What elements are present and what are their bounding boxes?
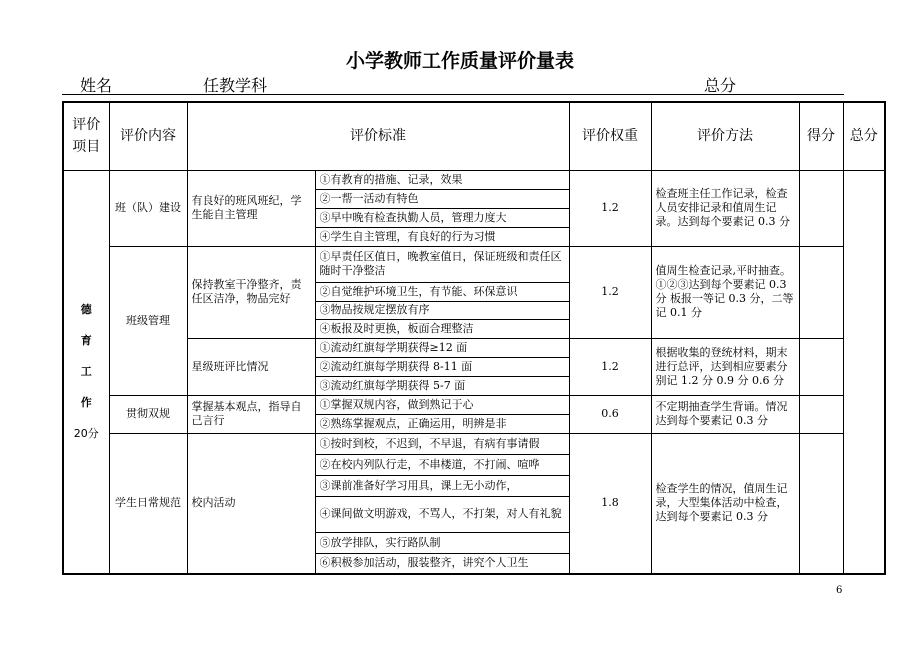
col-criteria-header: 评价标准 (187, 102, 569, 170)
weight-cell: 1.2 (569, 170, 651, 246)
criteria-cell: ③早中晚有检查执勤人员，管理力度大 (315, 208, 569, 227)
item-cell: 班级管理 (109, 246, 187, 395)
criteria-cell: ⑥积极参加活动，服装整齐，讲究个人卫生 (315, 553, 569, 574)
criteria-cell: ②熟练掌握观点，正确运用，明辨是非 (315, 414, 569, 433)
criteria-cell: ⑤放学排队，实行路队制 (315, 532, 569, 553)
content-cell: 有良好的班风班纪，学生能自主管理 (187, 170, 315, 246)
table-row (63, 395, 885, 414)
weight-cell: 1.2 (569, 246, 651, 338)
criteria-cell: ③物品按规定摆放有序 (315, 301, 569, 319)
dept-moral-cell: 德 育 工 作 20分 (63, 170, 109, 574)
method-cell: 不定期抽查学生背诵。情况达到每个要素记 0.3 分 (651, 395, 799, 433)
criteria-cell: ④板报及时更换，板面合理整洁 (315, 319, 569, 338)
score-cell (799, 395, 843, 433)
table-row (63, 246, 885, 282)
weight-cell: 1.8 (569, 433, 651, 574)
criteria-cell: ④课间做文明游戏，不骂人，不打架，对人有礼貌 (315, 496, 569, 532)
table-row (63, 338, 885, 357)
col-score-header: 得分 (799, 102, 843, 170)
method-cell: 检查班主任工作记录，检查人员安排记录和值周生记录。达到每个要素记 0.3 分 (651, 170, 799, 246)
method-cell: 检查学生的情况，值周生记录，大型集体活动中检查，达到每个要素记 0.3 分 (651, 433, 799, 574)
content-cell: 掌握基本观点，指导自己言行 (187, 395, 315, 433)
evaluation-table (62, 101, 886, 575)
criteria-cell: ③流动红旗每学期获得 5-7 面 (315, 376, 569, 395)
item-cell: 贯彻双规 (109, 395, 187, 433)
criteria-cell: ①按时到校，不迟到，不早退，有病有事请假 (315, 433, 569, 454)
content-cell: 校内活动 (187, 433, 315, 574)
item-cell: 班（队）建设 (109, 170, 187, 246)
col-weight-header: 评价权重 (569, 102, 651, 170)
table-header-row (63, 102, 885, 170)
criteria-cell: ①早责任区值日，晚教室值日，保证班级和责任区随时干净整洁 (315, 246, 569, 282)
score-cell (799, 433, 843, 574)
criteria-cell: ②一帮一活动有特色 (315, 189, 569, 208)
col-content-header: 评价内容 (109, 102, 187, 170)
criteria-cell: ①有教育的措施、记录，效果 (315, 170, 569, 189)
criteria-cell: ①掌握双规内容，做到熟记于心 (315, 395, 569, 414)
total-cell (843, 170, 885, 574)
page-number: 6 (836, 585, 843, 596)
table-row (63, 170, 885, 189)
header-rule (62, 94, 844, 95)
item-cell: 学生日常规范 (109, 433, 187, 574)
weight-cell: 0.6 (569, 395, 651, 433)
method-cell: 值周生检查记录,平时抽查。①②③达到每个要素记 0.3 分 板报一等记 0.3 分，二等记 0.1 分 (651, 246, 799, 338)
weight-cell: 1.2 (569, 338, 651, 395)
criteria-cell: ③课前准备好学习用具，课上无小动作， (315, 475, 569, 496)
criteria-cell: ④学生自主管理，有良好的行为习惯 (315, 227, 569, 246)
col-total-header: 总分 (843, 102, 885, 170)
criteria-cell: ②自觉维护环境卫生，有节能、环保意识 (315, 282, 569, 301)
content-cell: 星级班评比情况 (187, 338, 315, 395)
score-cell (799, 170, 843, 246)
name-label: 姓名 (80, 76, 113, 95)
total-label: 总分 (704, 76, 737, 95)
page-title: 小学教师工作质量评价量表 (345, 50, 574, 72)
score-cell (799, 246, 843, 338)
score-cell (799, 338, 843, 395)
col-item-header: 评价 项目 (63, 102, 109, 170)
col-method-header: 评价方法 (651, 102, 799, 170)
subject-label: 任教学科 (203, 76, 268, 95)
criteria-cell: ②流动红旗每学期获得 8-11 面 (315, 357, 569, 376)
table-row (63, 433, 885, 454)
content-cell: 保持教室干净整齐，责任区洁净，物品完好 (187, 246, 315, 338)
criteria-cell: ①流动红旗每学期获得≥12 面 (315, 338, 569, 357)
method-cell: 根据收集的登统材料，期末进行总评，达到相应要素分别记 1.2 分 0.9 分 0.6 分 (651, 338, 799, 395)
criteria-cell: ②在校内列队行走，不串楼道，不打闹、喧哗 (315, 454, 569, 475)
